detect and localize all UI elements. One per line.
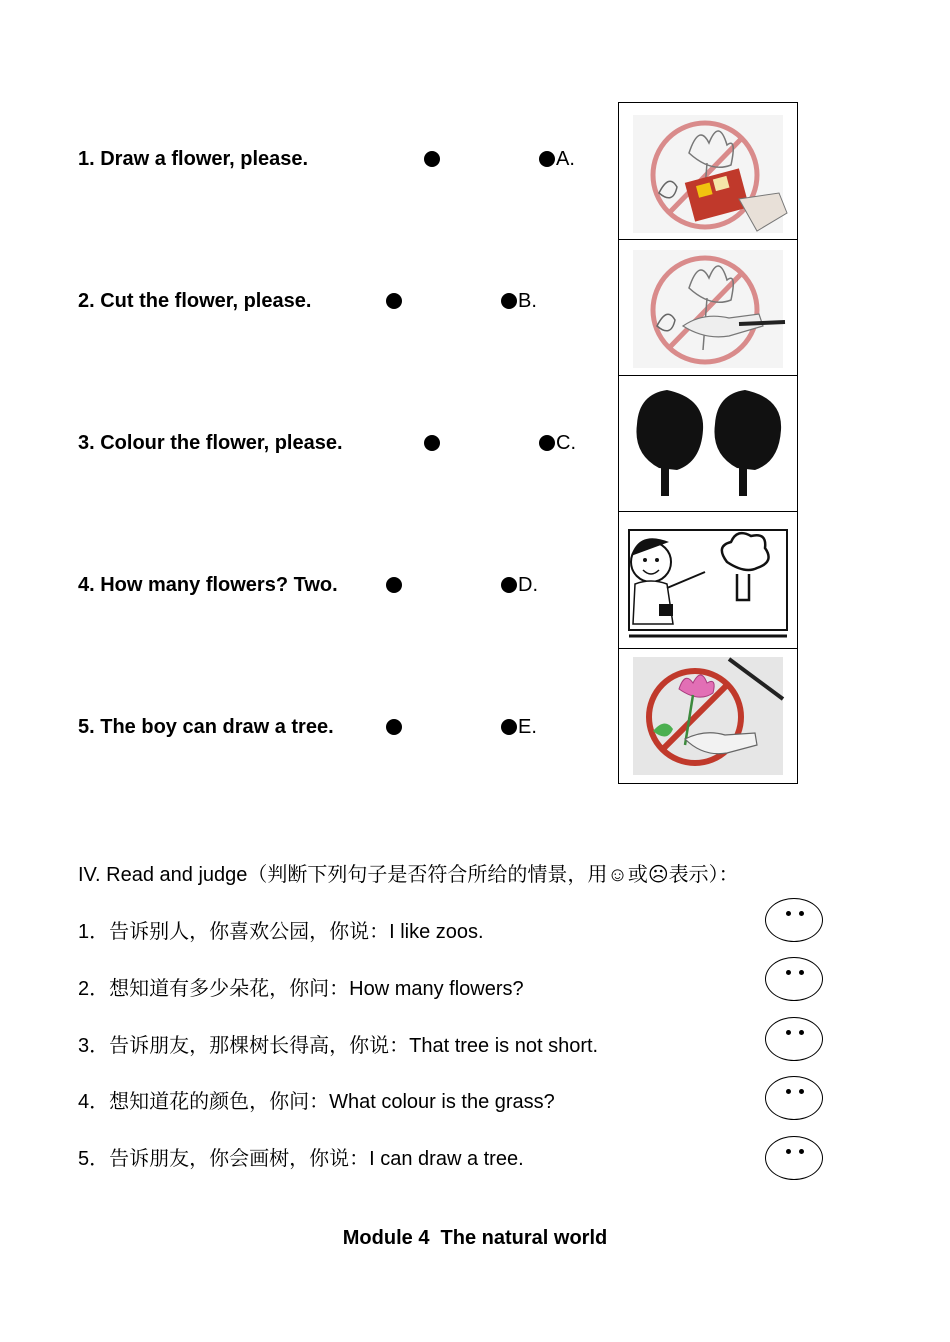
blank-face-icon[interactable] (765, 1017, 823, 1061)
blank-face-icon[interactable] (765, 957, 823, 1001)
picture-b (619, 240, 797, 376)
judge-item-5: 5．告诉朋友，你会画树，你说：I can draw a tree. (78, 1148, 524, 1170)
picture-a (619, 103, 797, 240)
letter-e: E. (518, 716, 537, 738)
judge-item-2: 2．想知道有多少朵花，你问：How many flowers? (78, 978, 524, 1000)
boy-drawing-tree-icon (619, 512, 797, 648)
letter-b: B. (518, 290, 537, 312)
sentence-dot-4[interactable] (386, 577, 402, 593)
judge-item-4: 4．想知道花的颜色，你问：What colour is the grass? (78, 1091, 555, 1113)
blank-face-icon[interactable] (765, 1076, 823, 1120)
letter-d: D. (518, 574, 538, 596)
picture-dot-c[interactable] (539, 435, 555, 451)
blank-face-icon[interactable] (765, 1136, 823, 1180)
two-trees-icon (619, 376, 797, 511)
module-title: Module 4 The natural world (342, 1227, 608, 1249)
letter-a: A. (556, 148, 575, 170)
picture-dot-d[interactable] (501, 577, 517, 593)
judge-item-1: 1．告诉别人，你喜欢公园，你说：I like zoos. (78, 921, 484, 943)
picture-e (619, 649, 797, 783)
sentence-1: 1. Draw a flower, please. (78, 148, 309, 170)
sentence-dot-5[interactable] (386, 719, 402, 735)
sentence-3: 3. Colour the flower, please. (78, 432, 343, 454)
picture-column (618, 102, 798, 784)
judge-heading: IV. Read and judge（判断下列句子是否符合所给的情景，用☺或☹表示）： (78, 864, 739, 886)
picture-dot-e[interactable] (501, 719, 517, 735)
picture-dot-a[interactable] (539, 151, 555, 167)
blank-face-icon[interactable] (765, 898, 823, 942)
sentence-dot-1[interactable] (424, 151, 440, 167)
sentence-2: 2. Cut the flower, please. (78, 290, 312, 312)
no-picking-flowers-icon (619, 649, 797, 783)
letter-c: C. (556, 432, 576, 454)
sentence-dot-2[interactable] (386, 293, 402, 309)
sentence-5: 5. The boy can draw a tree. (78, 716, 334, 738)
picture-d (619, 512, 797, 649)
no-drawing-on-flowers-icon (619, 240, 797, 375)
picture-c (619, 376, 797, 512)
sentence-4: 4. How many flowers? Two. (78, 574, 338, 596)
sentence-dot-3[interactable] (424, 435, 440, 451)
no-cutting-flowers-scissors-icon (619, 103, 797, 239)
picture-dot-b[interactable] (501, 293, 517, 309)
judge-item-3: 3．告诉朋友，那棵树长得高，你说：That tree is not short. (78, 1035, 599, 1057)
